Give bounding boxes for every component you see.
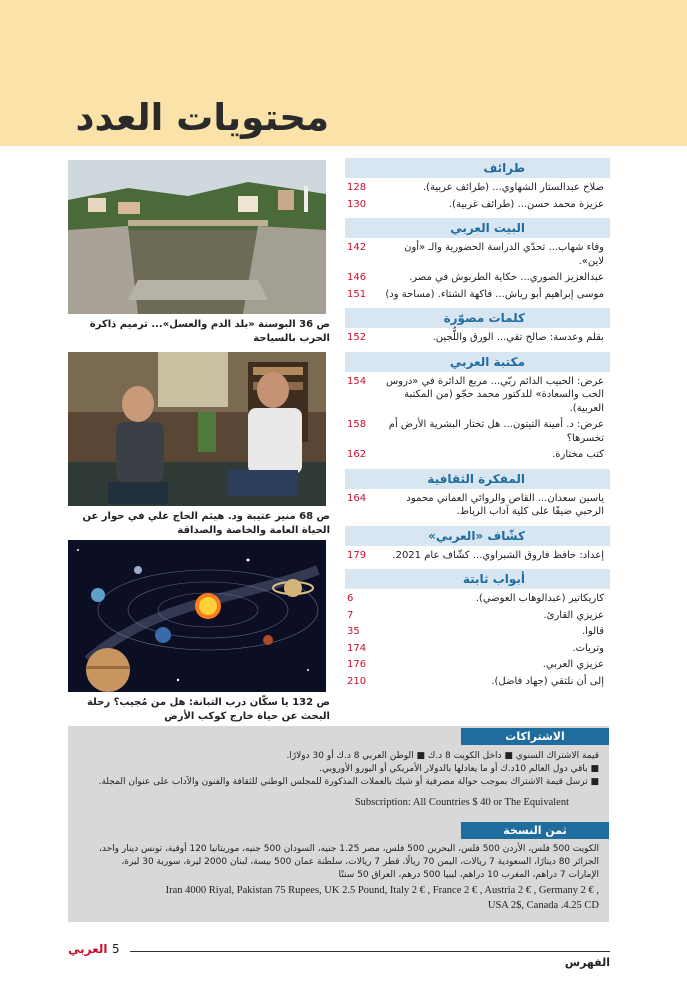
section-photo-words bbox=[345, 308, 610, 345]
page-number: 151 bbox=[347, 288, 367, 300]
section-arab-home bbox=[345, 218, 610, 301]
toc-entry[interactable] bbox=[345, 331, 610, 345]
photo-solar-system[interactable] bbox=[68, 540, 326, 692]
page-number: 162 bbox=[347, 449, 367, 460]
toc-entry[interactable] bbox=[345, 448, 610, 462]
section-title: كلمات مصوّرة bbox=[345, 308, 610, 328]
entry-text: إعداد: حافظ فاروق الشبراوي... كشّاف عام 2021. bbox=[392, 549, 604, 561]
page-number: 158 bbox=[347, 419, 367, 430]
feature-text: يا سكّان درب التبانة: هل من مُجيب؟ رحلة البحث عن حياة خارج كوكب الأرض bbox=[86, 697, 330, 722]
feature-caption[interactable] bbox=[68, 318, 330, 346]
entry-text: وفاء شهاب... تحدّي الدراسة الحضورية والـ «أون لاين». bbox=[404, 242, 604, 267]
toc-entry[interactable] bbox=[345, 609, 610, 623]
toc-entry[interactable] bbox=[345, 288, 610, 302]
price-line: الجزائر 80 دينارًا، السعودية 7 ريالات، اليمن 70 ريالًا، قطر 7 ريالات، سلطنة عمان 500 بيسة، لبنان 2000 ليرة، سورية 30 ليرة، bbox=[121, 857, 599, 867]
entry-text: عزيزة محمد حسن... (طرائف غربية). bbox=[448, 198, 604, 210]
entry-text: عرض: د. أمينة التيتون... هل تختار البشرية الأرض أم تخسرها؟ bbox=[388, 419, 604, 444]
page-number: 152 bbox=[347, 332, 367, 343]
magazine-logo: العربي bbox=[68, 942, 108, 956]
toc-entry[interactable] bbox=[345, 375, 610, 416]
toc-entry[interactable] bbox=[345, 492, 610, 519]
section-title: البيت العربي bbox=[345, 218, 610, 238]
section-regular bbox=[345, 569, 610, 688]
feature-text: البوسنة «بلد الدم والعسل»... ترميم ذاكرة الحرب بالسياحة bbox=[89, 319, 330, 344]
page-number: 7 bbox=[347, 609, 354, 621]
entry-text: صلاح عبدالستار الشهاوي... (طرائف عربية). bbox=[422, 182, 604, 193]
subscription-line: قيمة الاشتراك السنوي ■ داخل الكويت 8 د.ك ■ الوطن العربي 8 د.ك أو 30 دولارًا. bbox=[286, 751, 599, 761]
entry-text: ياسين سعدان... القاص والروائي العماني محمود الرحبي ضيفًا على كلية آداب الرباط. bbox=[406, 492, 604, 517]
feature-page: ص 36 bbox=[299, 319, 330, 330]
feature-page: ص 68 bbox=[299, 511, 330, 522]
page-number: 6 bbox=[347, 593, 354, 604]
price-title: ثمن النسخة bbox=[461, 822, 609, 839]
subscription-line: ■ ترسل قيمة الاشتراك بموجب حوالة مصرفية أو شيك بالعملات المذكورة للمجلس الوطني للثقافة والفنون والآداب على عنوان المجلة. bbox=[98, 777, 599, 787]
toc-entry[interactable] bbox=[345, 675, 610, 689]
page-number: 146 bbox=[347, 272, 367, 283]
section-title: أبواب ثابتة bbox=[345, 569, 610, 589]
page-title: محتويات العدد bbox=[75, 96, 329, 139]
entry-text: بقلم وعدسة: صالح تقي... الورق واللُّجين. bbox=[432, 332, 604, 343]
section-title: كشّاف «العربي» bbox=[345, 526, 610, 546]
photo-interview[interactable] bbox=[68, 352, 326, 506]
page-number: 154 bbox=[347, 375, 367, 387]
feature-caption[interactable] bbox=[68, 510, 330, 538]
footer-divider bbox=[130, 951, 610, 952]
footer-section-label: الفهرس bbox=[564, 956, 610, 969]
section-humor bbox=[345, 158, 610, 211]
toc-entry[interactable] bbox=[345, 418, 610, 445]
entry-text: كتب مختارة. bbox=[552, 449, 604, 460]
page-number: 174 bbox=[347, 642, 367, 654]
page-number: 130 bbox=[347, 198, 367, 210]
toc-entry[interactable] bbox=[345, 642, 610, 656]
subscription-line: ■ باقي دول العالم 10د.ك أو ما يعادلها بالدولار الأمريكي أو اليورو الأوروبي. bbox=[319, 764, 599, 774]
price-line: الكويت 500 فلس، الأردن 500 فلس، البحرين 500 فلس، مصر 1.25 جنيه، السودان 500 جنيه، موريتانيا 120 أوقية، تونس دينار واحد، bbox=[98, 844, 599, 854]
section-cultural-diary bbox=[345, 469, 610, 519]
section-library bbox=[345, 352, 610, 462]
toc-entry[interactable] bbox=[345, 625, 610, 639]
entry-text: عبدالعزيز الصوري... حكاية الطربوش في مصر. bbox=[409, 272, 604, 283]
page-number: 128 bbox=[347, 182, 367, 193]
toc-column bbox=[345, 158, 610, 695]
toc-entry[interactable] bbox=[345, 271, 610, 285]
entry-text: إلى أن نلتقي (جهاد فاضل). bbox=[491, 675, 604, 687]
subscriptions-title: الاشتراكات bbox=[461, 728, 609, 745]
toc-entry[interactable] bbox=[345, 198, 610, 212]
entry-text: قالوا. bbox=[582, 626, 604, 637]
photo-bosnia[interactable] bbox=[68, 160, 326, 314]
toc-entry[interactable] bbox=[345, 592, 610, 606]
page-number: 210 bbox=[347, 675, 367, 687]
page-number: 179 bbox=[347, 549, 367, 561]
feature-text: منير عتيبة ود. هيثم الحاج علي في حوار عن الحياة العامة والخاصة والصداقة bbox=[82, 511, 330, 536]
page-number: 142 bbox=[347, 242, 367, 253]
page-number: 164 bbox=[347, 492, 367, 504]
entry-text: عزيزي العربي. bbox=[542, 659, 604, 670]
entry-text: كاريكاتير (عبدالوهاب العوضي). bbox=[475, 593, 604, 604]
entry-text: وتريات. bbox=[572, 642, 604, 654]
section-index bbox=[345, 526, 610, 563]
toc-entry[interactable] bbox=[345, 181, 610, 195]
subscription-latin: Subscription: All Countries $ 40 or The Equivalent bbox=[354, 797, 569, 808]
entry-text: موسى إبراهيم أبو رياش... فاكهة الشتاء. (مساحة ود) bbox=[385, 288, 604, 300]
price-latin: Iran 4000 Riyal, Pakistan 75 Rupees, UK 2.5 Pound, Italy 2 € , France 2 € , Austria 2 € , Germany 2 € , bbox=[165, 885, 599, 896]
entry-text: عرض: الحبيب الدائم ربّي... مربع الدائرة في «دروس الحب والسعادة» للدكتور محمد حجّو (من المكتبة العربية). bbox=[385, 375, 604, 414]
feature-page: ص 132 bbox=[292, 697, 330, 708]
price-line: الإمارات 7 دراهم، المغرب 10 دراهم، ليبيا 500 درهم، العراق 50 سنتًا bbox=[338, 870, 599, 880]
entry-text: عزيزي القارئ. bbox=[543, 609, 604, 621]
toc-entry[interactable] bbox=[345, 241, 610, 268]
section-title: المفكرة الثقافية bbox=[345, 469, 610, 489]
page-number: 35 bbox=[347, 626, 360, 637]
section-title: طرائف bbox=[345, 158, 610, 178]
feature-caption[interactable] bbox=[68, 696, 330, 724]
page-number: 176 bbox=[347, 659, 367, 670]
section-title: مكتبة العربي bbox=[345, 352, 610, 372]
toc-entry[interactable] bbox=[345, 658, 610, 672]
page-number: 5 bbox=[112, 942, 120, 956]
price-latin: USA 2$, Canada .4.25 CD bbox=[487, 900, 599, 911]
toc-entry[interactable] bbox=[345, 549, 610, 563]
subscription-box bbox=[68, 726, 609, 922]
